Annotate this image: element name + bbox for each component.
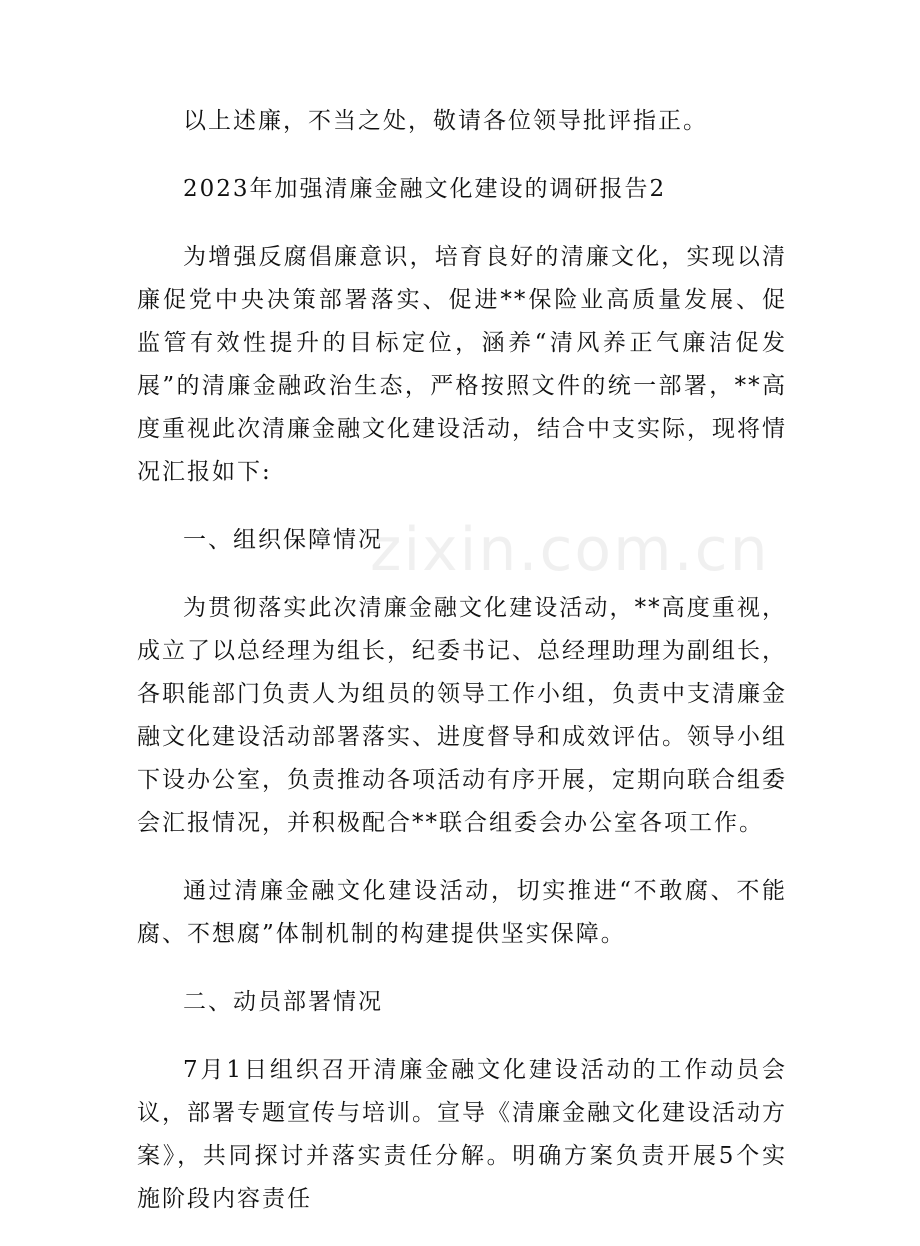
section-2-heading: 二、动员部署情况 [183,989,383,1015]
intro-paragraph: 为增强反腐倡廉意识，培育良好的清廉文化，实现以清廉促党中央决策部署落实、促进**保险业高质量发展、促监管有效性提升的目标定位，涵养“清风养正气廉洁促发展”的清廉金融政治生态，严格按照文件的统一部署，**高度重视此次清廉金融文化建设活动，结合中支实际，现将情况汇报如下: [137,244,787,485]
section-1-paragraph-2: 通过清廉金融文化建设活动，切实推进“不敢腐、不能腐、不想腐”体制机制的构建提供坚实保障。 [137,878,787,947]
document-body [137,100,787,1246]
section-2-paragraph: 7月1日组织召开清廉金融文化建设活动的工作动员会议，部署专题宣传与培训。宣导《清廉金融文化建设活动方案》，共同探讨并落实责任分解。明确方案负责开展5个实施阶段内容责任 [137,1057,787,1212]
report-title: 2023年加强清廉金融文化建设的调研报告2 [183,176,667,202]
watermark: zixin.com.cn [370,515,770,585]
section-1-paragraph: 为贯彻落实此次清廉金融文化建设活动，**高度重视，成立了以总经理为组长，纪委书记、总经理助理为副组长，各职能部门负责人为组员的领导工作小组，负责中支清廉金融文化建设活动部署落实、进度督导和成效评估。领导小组下设办公室，负责推动各项活动有序开展，定期向联合组委会汇报情况，并积极配合**联合组委会办公室各项工作。 [137,595,787,836]
section-1-heading: 一、组织保障情况 [183,527,383,553]
closing-paragraph: 以上述廉，不当之处，敬请各位领导批评指正。 [183,108,708,134]
